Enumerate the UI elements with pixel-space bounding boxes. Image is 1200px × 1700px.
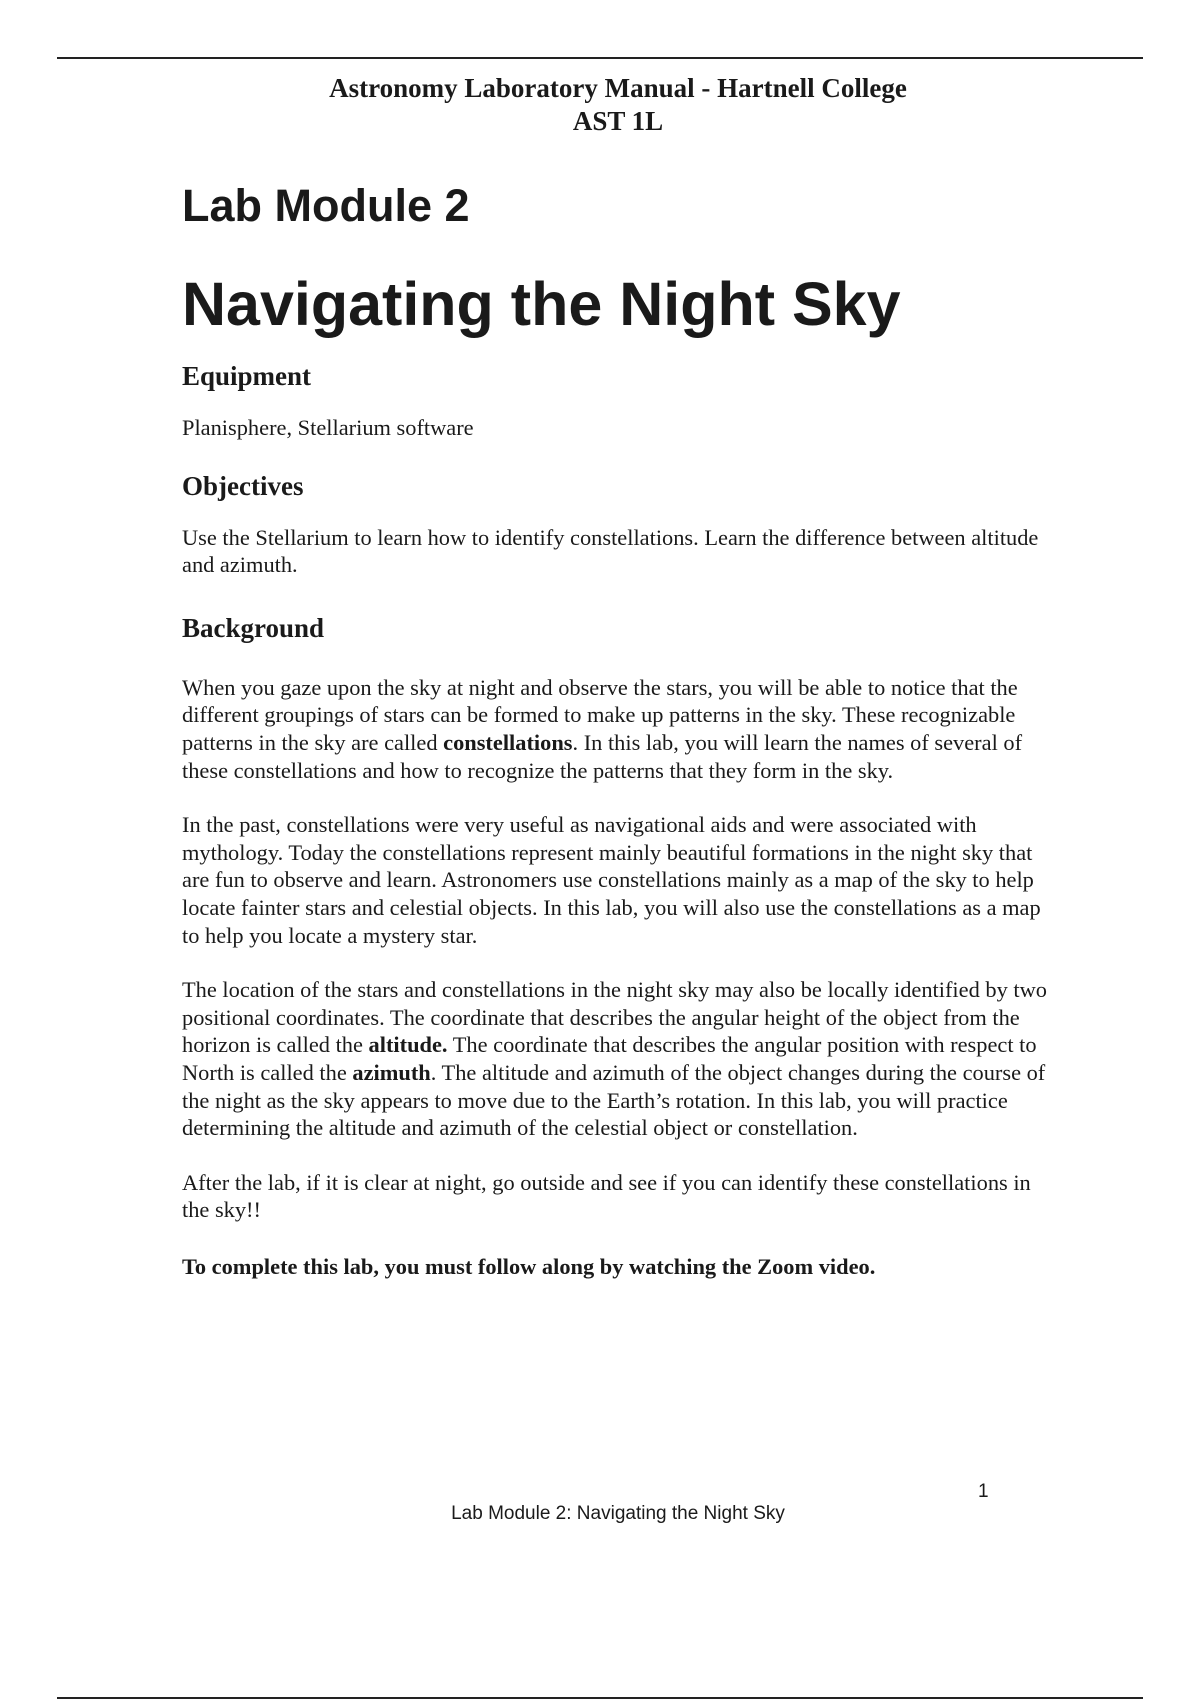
running-header — [0, 72, 1200, 138]
top-rule — [57, 57, 1143, 59]
page-title: Navigating the Night Sky — [182, 270, 901, 338]
zoom-video-instruction: To complete this lab, you must follow along by watching the Zoom video. — [182, 1253, 876, 1279]
background-paragraph-2: In the past, constellations were very useful as navigational aids and were associated with mythology. Today the constellations represent mainly beautiful formations in the night sky that are fun to observe and learn. Astronomers use constellations mainly as a map of the sky to help locate fainter stars and celestial objects. In this lab, you will also use the constellations as a map to help you locate a mystery star. — [182, 812, 1041, 948]
objectives-text: Use the Stellarium to learn how to identify constellations. Learn the difference between altitude and azimuth. — [182, 524, 1039, 578]
term-altitude: altitude. — [368, 1032, 448, 1058]
header-manual-title: Astronomy Laboratory Manual - Hartnell College — [329, 73, 907, 103]
bottom-rule — [57, 1697, 1143, 1699]
background-paragraph-1 — [182, 674, 1062, 784]
equipment-text: Planisphere, Stellarium software — [182, 415, 474, 440]
header-course-code: AST 1L — [572, 106, 664, 136]
background-heading: Background — [182, 612, 325, 643]
equipment-heading: Equipment — [182, 361, 312, 391]
running-footer: Lab Module 2: Navigating the Night Sky — [451, 1503, 785, 1524]
background-p1-text-end: . In this lab, you will learn the names of several of these constellations and how to recognize the patterns that they form in the sky. — [182, 729, 1023, 783]
background-p1-text-start: When you gaze upon the sky at night and observe the stars, you will be able to notice that the different groupings of stars can be formed to make up patterns in the sky. These recognizable patterns in the sky are called — [182, 674, 1018, 755]
background-paragraph-4: After the lab, if it is clear at night, go outside and see if you can identify these constellations in the sky!! — [182, 1169, 1031, 1223]
term-azimuth: azimuth — [352, 1059, 431, 1085]
module-label: Lab Module 2 — [182, 180, 470, 231]
background-p3-part-2: The coordinate that describes the angular position with respect to North is called the — [182, 1032, 1037, 1085]
objectives-heading: Objectives — [182, 470, 304, 501]
background-p3-part-3: . The altitude and azimuth of the object changes during the course of the night as the sky appears to move due to the Earth’s rotation. In this lab, you will practice determining the altitude and azimuth of the celestial object or constellation. — [182, 1059, 1046, 1141]
page-number: 1 — [978, 1481, 989, 1502]
document-body — [182, 178, 1062, 1280]
term-constellations: constellations — [443, 729, 573, 755]
background-paragraph-3 — [182, 976, 1062, 1142]
background-p3-part-1: The location of the stars and constellations in the night sky may also be locally identified by two positional coordinates. The coordinate that describes the angular height of the object from the horizon is called the — [182, 977, 1047, 1058]
